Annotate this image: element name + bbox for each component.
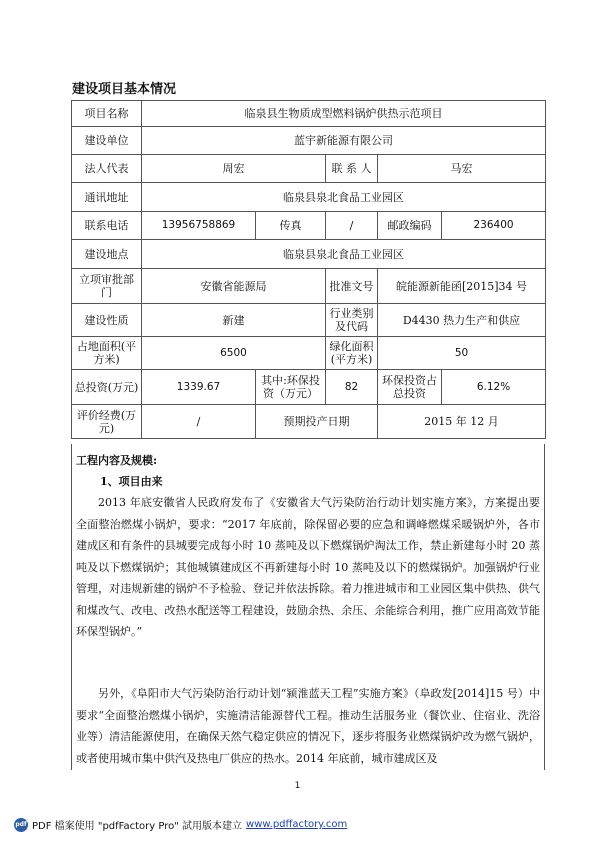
- investment-label: 总投资(万元): [72, 370, 142, 405]
- env-ratio: 6.12%: [442, 370, 546, 405]
- footer-text: PDF 檔案使用 "pdfFactory Pro" 試用版本建立: [32, 821, 243, 832]
- industry-label: 行业类别及代码: [326, 304, 378, 337]
- footer-link[interactable]: www.pdffactory.com: [246, 819, 348, 830]
- postcode: 236400: [442, 212, 546, 240]
- phone-label: 联系电话: [72, 212, 142, 240]
- approval-no-label: 批准文号: [326, 269, 378, 304]
- industry: D4430 热力生产和供应: [378, 304, 546, 337]
- project-name: 临泉县生物质成型燃料锅炉供热示范项目: [142, 101, 546, 127]
- approval-dept-label: 立项审批部门: [72, 269, 142, 304]
- green: 50: [378, 337, 546, 370]
- investment: 1339.67: [142, 370, 256, 405]
- project-info-table: [71, 100, 546, 439]
- contact: 马宏: [378, 155, 546, 183]
- paragraph-1: 2013 年底安徽省人民政府发布了《安徽省大气污染防治行动计划实施方案》，方案提出要全面整治燃煤小锅炉，要求：“2017 年底前，除保留必要的应急和调峰燃煤采暖锅炉外，各市建成区和有条件的县城要完成每小时 10 蒸吨及以下燃煤锅炉淘汰工作，禁止新建每小时 20 蒸吨及以下燃煤锅炉；其他城镇建成区不再新建每小时 10 蒸吨及以下的燃煤锅炉。加强锅炉行业管理，对违规新建的锅炉不予检验、登记并依法拆除。着力推进城市和工业园区集中供热、供气和煤改气、改电、改热水配送等工程建设，鼓励余热、余压、余能综合利用，推广应用高效节能环保型锅炉。”: [76, 496, 540, 638]
- contact-label: 联 系 人: [326, 155, 378, 183]
- legal-rep-label: 法人代表: [72, 155, 142, 183]
- nature-label: 建设性质: [72, 304, 142, 337]
- nature: 新建: [142, 304, 326, 337]
- fax-label: 传真: [256, 212, 326, 240]
- env-ratio-label: 环保投资占总投资: [378, 370, 442, 405]
- section-title: 建设项目基本情况: [72, 82, 177, 97]
- project-name-label: 项目名称: [72, 101, 142, 127]
- eval-fee-label: 评价经费(万元): [72, 405, 142, 439]
- subsection-title: 1、项目由来: [100, 475, 163, 488]
- postcode-label: 邮政编码: [378, 212, 442, 240]
- legal-rep: 周宏: [142, 155, 326, 183]
- address: 临泉县泉北食品工业园区: [142, 183, 546, 212]
- production-date-label: 预期投产日期: [256, 405, 378, 439]
- area-label: 占地面积(平方米): [72, 337, 142, 370]
- paragraph-2: 另外，《阜阳市大气污染防治行动计划“颍淮蓝天工程”实施方案》（阜政发[2014]15 号）中要求“全面整治燃煤小锅炉，实施清洁能源替代工程。推动生活服务业（餐饮业、住宿业、洗浴业等）清洁能源使用，在确保天然气稳定供应的情况下，逐步将服务业燃煤锅炉改为燃气锅炉，或者使用城市集中供汽及热电厂供应的热水。2014 年底前，城市建成区及: [76, 687, 540, 765]
- env-invest: 82: [326, 370, 378, 405]
- area: 6500: [142, 337, 326, 370]
- env-invest-label: 其中:环保投资（万元）: [256, 370, 326, 405]
- content-title: 工程内容及规模:: [76, 454, 158, 467]
- fax: /: [326, 212, 378, 240]
- page-number: 1: [294, 781, 301, 791]
- location-label: 建设地点: [72, 240, 142, 269]
- phone: 13956758869: [142, 212, 256, 240]
- location: 临泉县泉北食品工业园区: [142, 240, 546, 269]
- green-label: 绿化面积(平方米): [326, 337, 378, 370]
- footer: [14, 817, 347, 832]
- production-date: 2015 年 12 月: [378, 405, 546, 439]
- address-label: 通讯地址: [72, 183, 142, 212]
- approval-dept: 安徽省能源局: [142, 269, 326, 304]
- eval-fee: /: [142, 405, 256, 439]
- builder-label: 建设单位: [72, 127, 142, 155]
- builder: 蓝宇新能源有限公司: [142, 127, 546, 155]
- pdf-icon: pdf: [14, 818, 28, 832]
- approval-no: 皖能源新能函[2015]34 号: [378, 269, 546, 304]
